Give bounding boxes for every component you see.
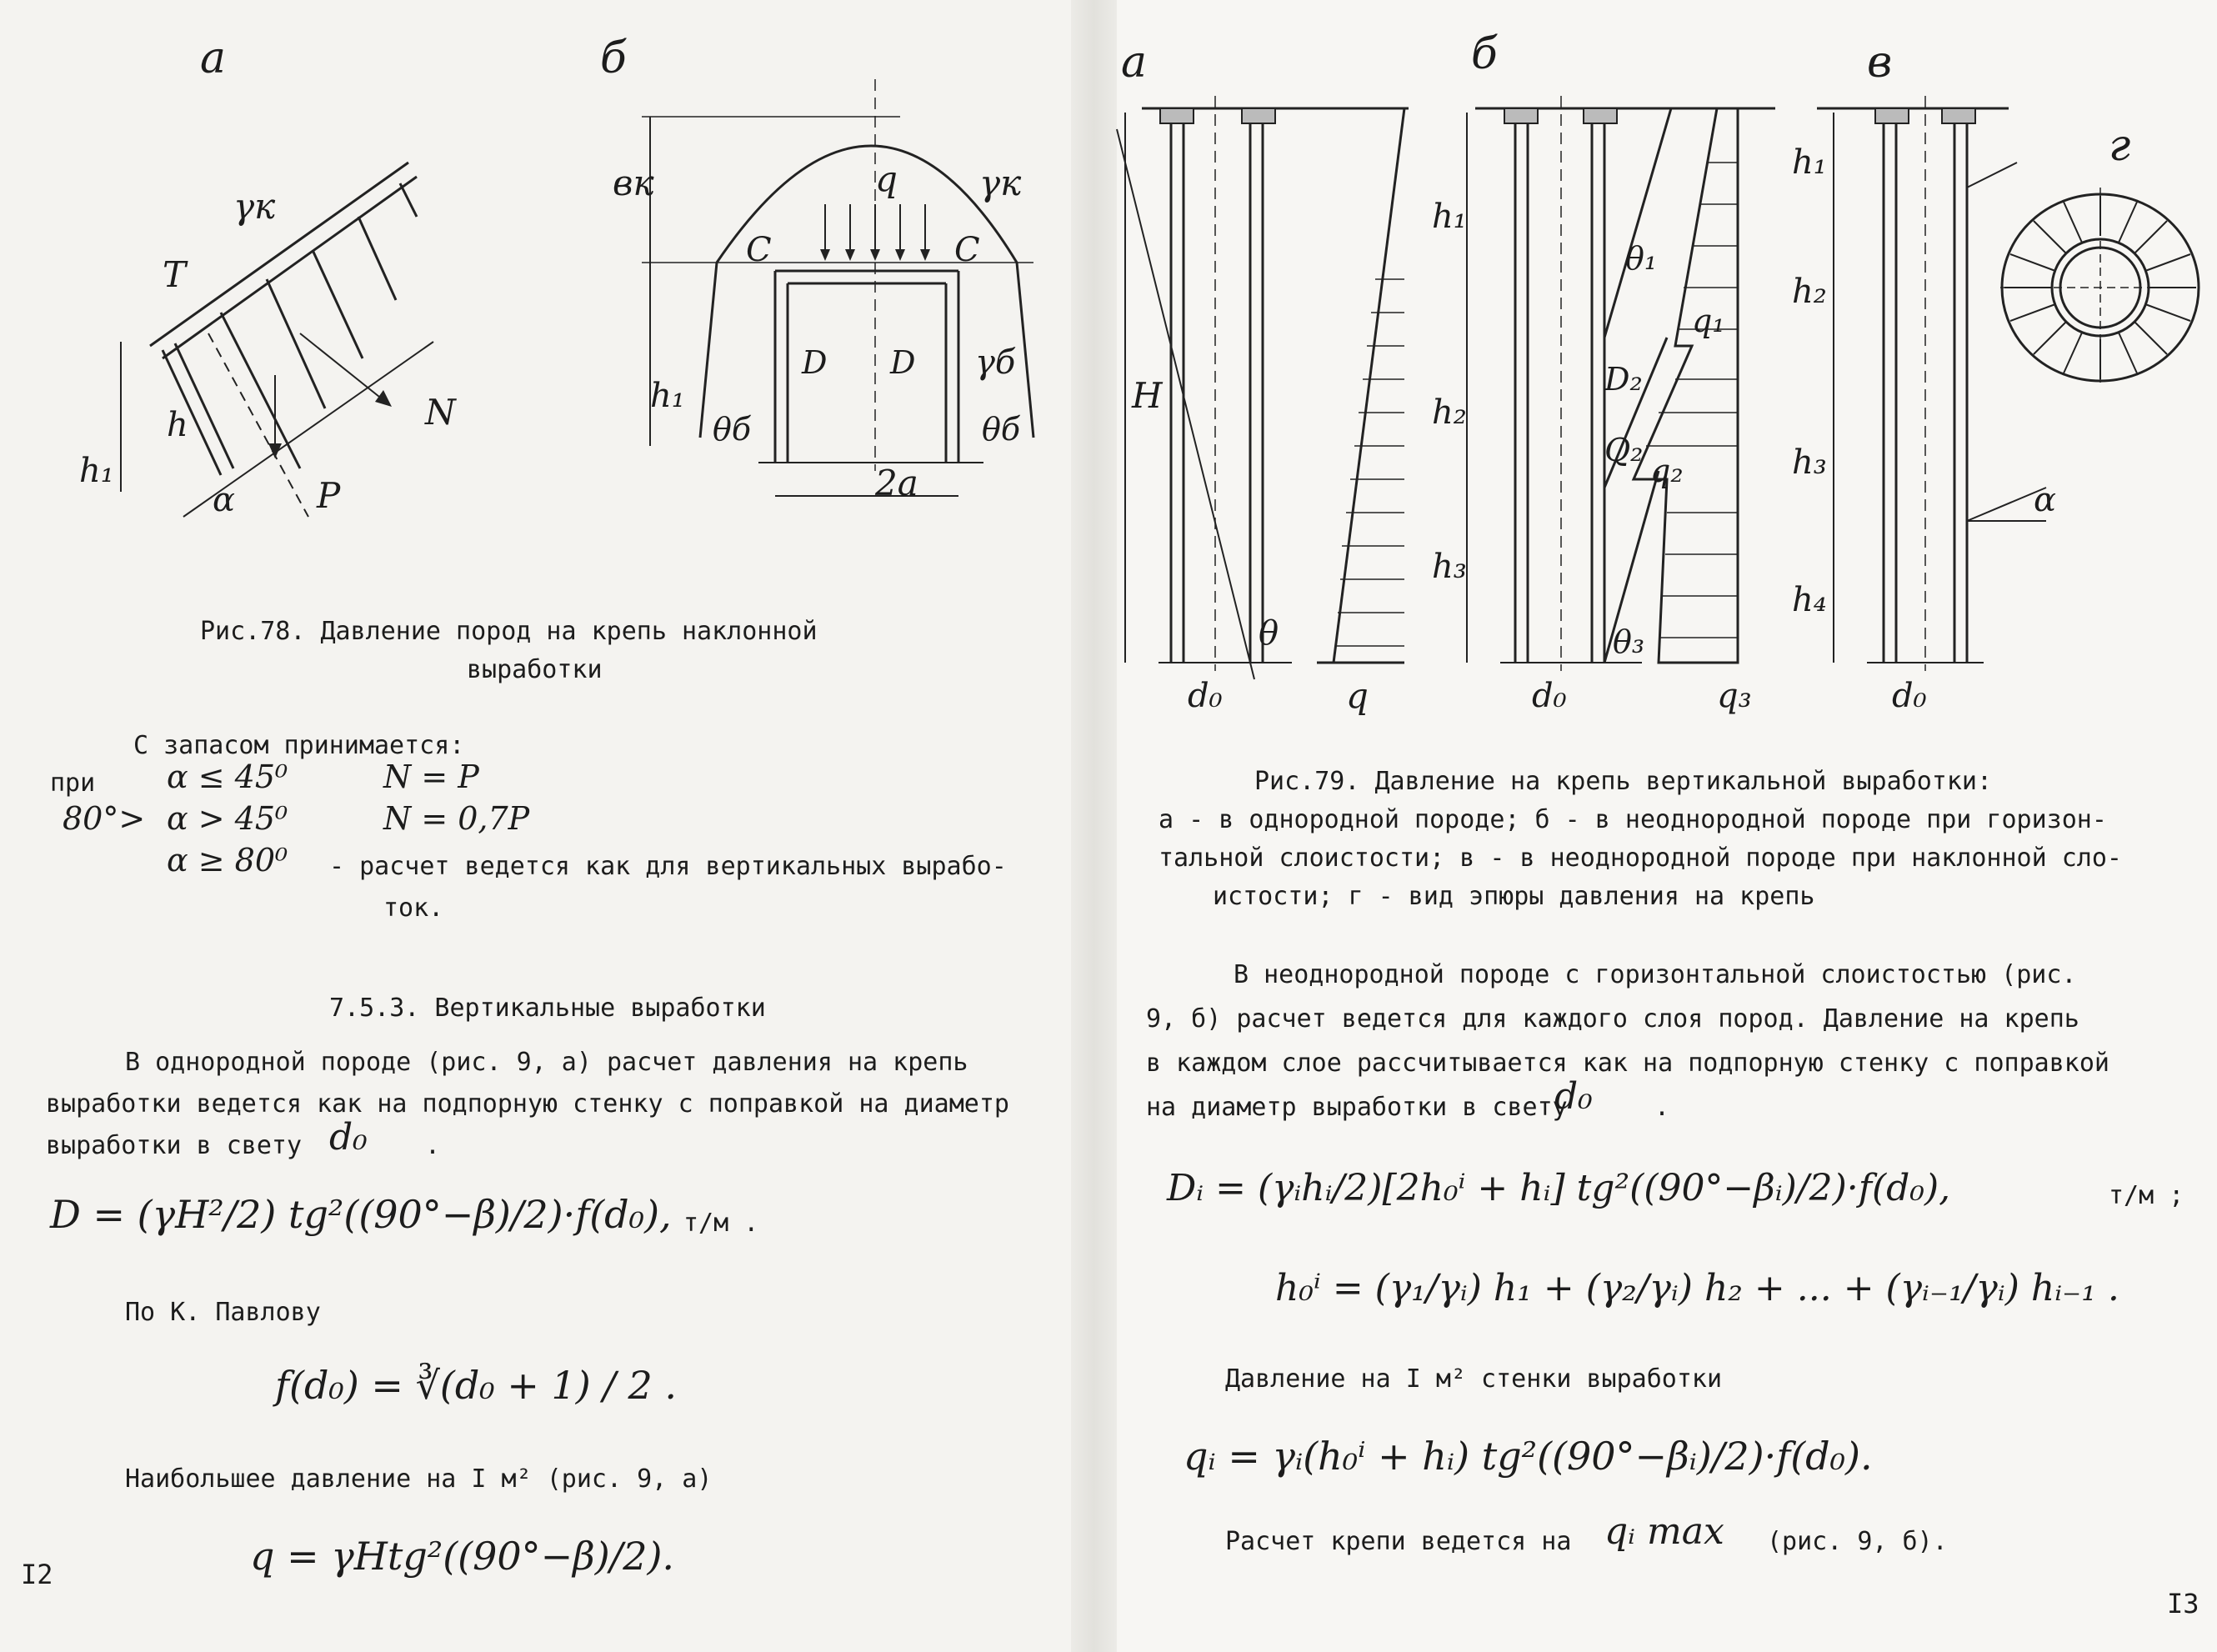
fig9g-pressure-ring <box>2000 188 2200 388</box>
fig8-P: P <box>317 475 341 516</box>
fig8-C-right: C <box>954 231 980 269</box>
fig8-theta-left: θб <box>713 411 752 448</box>
fig8-caption-line2: выработки <box>467 655 603 684</box>
cond2-pre: 80°> <box>63 800 146 837</box>
fig9-theta3: θ₃ <box>1613 623 1645 660</box>
fig8-N: N <box>425 392 456 433</box>
fig9-H: H <box>1132 375 1163 416</box>
calc-ref: (рис. 9, б). <box>1767 1527 1948 1556</box>
fig8-gb: γб <box>975 343 1016 382</box>
cond1-pre: при <box>50 768 96 798</box>
calc-line: Расчет крепи ведется на <box>1225 1527 1572 1556</box>
formula-q: q = γHtg²((90°−β)/2). <box>250 1534 675 1579</box>
fig8-label-a: а <box>200 33 227 83</box>
calc-qmax: qᵢ max <box>1604 1510 1724 1553</box>
page-number-left: I2 <box>21 1559 53 1590</box>
para-right-dot: . <box>1654 1093 1670 1122</box>
fig8-2a: 2a <box>875 463 918 503</box>
fig8-alpha: α <box>213 481 236 519</box>
cond3-result-2: ток. <box>383 894 444 923</box>
fig8-T: T <box>163 254 187 295</box>
para1-dot: . <box>425 1131 441 1160</box>
fig8-C-left: C <box>746 231 772 269</box>
fig9-q1: q₁ <box>1692 303 1725 339</box>
fig9-label-v: в <box>1867 38 1893 88</box>
accepted-text: С запасом принимается: <box>133 731 465 760</box>
cond1-result: N = P <box>383 758 479 795</box>
cond3-alpha: α ≥ 80⁰ <box>167 842 288 879</box>
formula-f: f(d₀) = ∛(d₀ + 1) / 2 . <box>275 1363 677 1408</box>
fig9-theta1: θ₁ <box>1625 240 1658 277</box>
fig9-caption-line3: тальной слоистости; в - в неоднородной породе при наклонной сло- <box>1159 844 2122 873</box>
formula-D: D = (γH²/2) tg²((90°−β)/2)·f(d₀), <box>50 1192 672 1237</box>
fig9-d0-b: d₀ <box>1532 677 1567 715</box>
fig9-h1v: h₁ <box>1792 143 1827 182</box>
fig9v-drawing <box>1817 96 2009 696</box>
fig8-h: h <box>167 406 188 444</box>
fig8b-drawing <box>650 79 1033 513</box>
fig9-h4v: h₄ <box>1792 581 1827 619</box>
fig9-h1: h₁ <box>1432 198 1467 236</box>
fig8-D-left: D <box>802 344 828 381</box>
cond2-result: N = 0,7P <box>383 800 530 837</box>
formula-h0: h₀ⁱ = (γ₁/γᵢ) h₁ + (γ₂/γᵢ) h₂ + ... + (γᵢ₋₁/γᵢ) hᵢ₋₁ . <box>1275 1267 2119 1309</box>
fig8-D-right: D <box>890 344 916 381</box>
fig8-h1b: h₁ <box>650 377 685 415</box>
formula-Di-unit: т/м ; <box>2109 1181 2184 1210</box>
para1-d0: d₀ <box>329 1116 368 1159</box>
fig8-h1: h₁ <box>79 452 114 490</box>
para-right-line3: в каждом слое рассчитывается как на подпорную стенку с поправкой <box>1146 1049 2109 1078</box>
para1-line2: выработки ведется как на подпорную стенку с поправкой на диаметр <box>46 1089 1009 1119</box>
formula-qi: qᵢ = γᵢ(h₀ⁱ + hᵢ) tg²((90°−βᵢ)/2)·f(d₀). <box>1184 1434 1873 1479</box>
fig8-label-b: б <box>600 33 627 83</box>
cond1-alpha: α ≤ 45⁰ <box>167 758 288 795</box>
fig8-caption-line1: Рис.78. Давление пород на крепь наклонной <box>200 617 818 646</box>
fig9-Q2: Q₂ <box>1604 432 1644 468</box>
para-right-d0: d₀ <box>1554 1075 1593 1118</box>
fig9-label-g: г <box>2109 121 2131 171</box>
fig9-q3: q₃ <box>1717 677 1752 715</box>
fig8-gk-left: γк <box>233 186 276 227</box>
fig9-q2: q₂ <box>1650 453 1684 489</box>
fig9-caption-line4: истости; г - вид эпюры давления на крепь <box>1213 882 1815 911</box>
para-right-line2: 9, б) расчет ведется для каждого слоя пород. Давление на крепь <box>1146 1004 2079 1034</box>
fig8-bk: вк <box>613 163 654 203</box>
pavlov-text: По К. Павлову <box>125 1298 321 1327</box>
fig9-alpha-v: α <box>2034 481 2057 519</box>
fig8-theta-right: θб <box>982 411 1021 448</box>
fig9-q-a: q <box>1346 675 1369 716</box>
cond3-result: - расчет ведется как для вертикальных вырабо- <box>329 852 1007 881</box>
formula-D-unit: т/м . <box>683 1209 759 1238</box>
fig8a-drawing <box>83 125 517 508</box>
fig9-caption-line2: а - в однородной породе; б - в неоднородной породе при горизон- <box>1159 805 2107 834</box>
para-right-line1: В неоднородной породе с горизонтальной слоистостью (рис. <box>1234 960 2077 989</box>
fig9-h2v: h₂ <box>1792 273 1827 311</box>
fig8-q: q <box>875 158 898 199</box>
fig9-d0-a: d₀ <box>1188 677 1223 715</box>
fig9-label-b: б <box>1471 29 1498 79</box>
fig8-gk-right: γк <box>979 163 1022 203</box>
section-heading: 7.5.3. Вертикальные выработки <box>329 994 766 1023</box>
para1-line1: В однородной породе (рис. 9, а) расчет давления на крепь <box>125 1048 968 1077</box>
fig9-h2: h₂ <box>1432 393 1467 432</box>
para1-line3: выработки в свету <box>46 1131 303 1160</box>
max-pressure-text: Наибольшее давление на I м² (рис. 9, а) <box>125 1464 713 1494</box>
fig9-label-a: а <box>1121 38 1148 88</box>
fig9-theta: θ <box>1259 614 1279 653</box>
fig9-h3: h₃ <box>1432 548 1467 586</box>
fig9-D2: D₂ <box>1604 361 1643 398</box>
fig9-caption-line1: Рис.79. Давление на крепь вертикальной выработки: <box>1254 767 1993 796</box>
fig9-h3v: h₃ <box>1792 443 1827 482</box>
para-right-line4: на диаметр выработки в свету <box>1146 1093 1568 1122</box>
page-number-right: I3 <box>2167 1588 2199 1619</box>
cond2-alpha: α > 45⁰ <box>167 800 288 837</box>
fig9-d0-v: d₀ <box>1892 677 1927 715</box>
pressure-line: Давление на I м² стенки выработки <box>1225 1364 1723 1394</box>
formula-Di: Dᵢ = (γᵢhᵢ/2)[2h₀ⁱ + hᵢ] tg²((90°−βᵢ)/2)·f(d₀), <box>1167 1167 1951 1209</box>
